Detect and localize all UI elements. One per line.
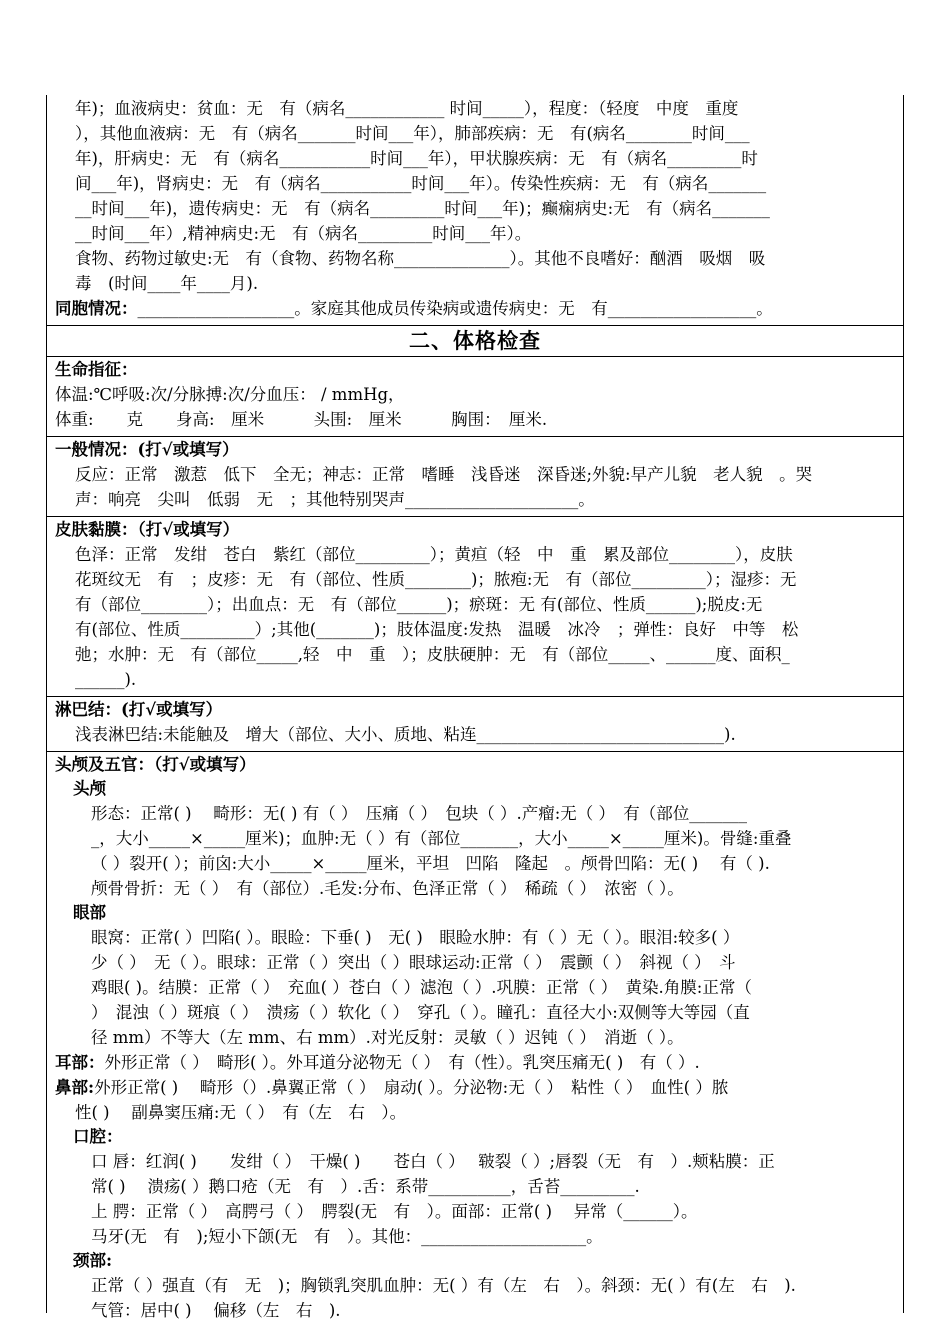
eye-line: 径 mm）不等大（左 mm、右 mm）.对光反射：灵敏（ ）迟钝（ ） 消逝（ ）。 xyxy=(91,1028,684,1047)
siblings-line xyxy=(55,296,895,321)
history-line: __时间___年)，遗传病史：无 有（病名_________时间___年)；癫痫病史:无 有（病名_______ xyxy=(75,199,770,218)
skin-line: 弛；水肿：无 有（部位_____,轻 中 重 ）；皮肤硬肿：无 有（部位_____、______度、面积_ xyxy=(75,645,790,664)
history-line: 食物、药物过敏史:无 有（食物、药物名称______________）。其他不良嗜好：酗酒 吸烟 吸 xyxy=(75,249,766,268)
history-line: __时间___年）,精神病史:无 有（病名_________时间___年）。 xyxy=(75,224,532,243)
mouth-line: 常( ) 溃疡( ）鹅口疮（无 有 ）.舌：系带__________，舌苔_________. xyxy=(91,1177,640,1196)
vitals-line: 体温:℃呼吸:次/分脉搏:次/分血压： / mmHg， xyxy=(55,385,405,404)
skin-section xyxy=(47,517,903,697)
skull-line: 颅骨骨折：无（ ） 有（部位）.毛发:分布、色泽正常（ ） 稀疏（ ） 浓密（ ）。 xyxy=(91,879,684,898)
mouth-line: 马牙(无 有 );短小下颌(无 有 ）。其他：____________________。 xyxy=(91,1227,603,1246)
general-line: 声：响亮 尖叫 低弱 无 ；其他特别哭声_____________________。 xyxy=(75,490,595,509)
general-line: 反应：正常 激惹 低下 全无；神志：正常 嗜睡 浅昏迷 深昏迷;外貌:早产儿貌 老人貌 。哭 xyxy=(75,465,813,484)
skull-label: 头颅 xyxy=(73,779,106,798)
skull-line: 形态：正常( ) 畸形：无( ) 有（ ） 压痛（ ） 包块（ ）.产瘤:无（ ） 有（部位_______ xyxy=(91,804,748,823)
skull-line: _，大小_____×_____厘米)；血肿:无（ ）有（部位_______，大小_____×_____厘米)。骨缝:重叠 xyxy=(91,829,792,848)
lymph-heading: 淋巴结：(打√或填写） xyxy=(55,700,223,719)
nose-line xyxy=(55,1075,895,1100)
history-line: 年)；血液病史：贫血：无 有（病名____________ 时间_____），程度：（轻度 中度 重度 xyxy=(75,99,739,118)
ear-line xyxy=(55,1050,895,1075)
history-line: ），其他血液病：无 有（病名_______时间___年），肺部疾病：无 有(病名________时间___ xyxy=(75,124,750,143)
eye-line: 鸡眼( )。结膜：正常（ ） 充血( ）苍白（ ）滤泡（ ）.巩膜：正常（ ） 黄染.角膜:正常（ xyxy=(91,978,752,997)
mouth-line: 上 腭：正常（ ） 高腭弓（ ） 腭裂(无 有 ）。面部：正常( ) 异常（______）。 xyxy=(91,1202,698,1221)
history-line: 年)，肝病史：无 有（病名___________时间___年），甲状腺疾病：无 有（病名_________时 xyxy=(75,149,758,168)
skin-heading: 皮肤黏膜：（打√或填写） xyxy=(55,520,240,539)
head-face-section xyxy=(47,752,903,1327)
siblings-label: 同胞情况： xyxy=(55,299,138,318)
nose-line: 性( ) 副鼻窦压痛:无（ ） 有（左 右 ）。 xyxy=(75,1103,407,1122)
skull-line: （ ）裂开( ）；前囟:大小_____×_____厘米，平坦 凹陷 隆起 。颅骨凹陷：无( ) 有（ ). xyxy=(91,854,770,873)
general-section xyxy=(47,437,903,517)
neck-label: 颈部: xyxy=(73,1251,113,1270)
lymph-section xyxy=(47,697,903,752)
lymph-line: 浅表淋巴结:未能触及 增大（部位、大小、质地、粘连______________________________). xyxy=(75,725,736,744)
head-face-heading: 头颅及五官：（打√或填写） xyxy=(55,755,256,774)
vitals-line: 体重: 克 身高: 厘米 头围: 厘米 胸围： 厘米. xyxy=(55,410,548,429)
ear-label: 耳部： xyxy=(55,1053,105,1072)
eye-label: 眼部 xyxy=(73,903,106,922)
nose-text: 外形正常( ) 畸形（）.鼻翼正常（ ） 扇动( ）。分泌物:无（ ） 粘性（ ） 血性( ）脓 xyxy=(94,1078,729,1097)
eye-line: 少（ ） 无（ ）。眼球：正常（ ）突出（ ）眼球运动:正常（ ） 震颤（ ） 斜视（ ） 斗 xyxy=(91,953,736,972)
neck-line: 气管：居中( ) 偏移（左 右 ). xyxy=(91,1301,341,1320)
mouth-label: 口腔： xyxy=(73,1127,123,1146)
skin-line: 色泽：正常 发绀 苍白 紫红（部位_________）；黄疸（轻 中 重 累及部位________），皮肤 xyxy=(75,545,793,564)
eye-line: 眼窝：正常( ）凹陷( ）。眼睑：下垂( ) 无( ) 眼睑水肿：有（ ）无（ ）。眼泪:较多( ） xyxy=(91,928,740,947)
vitals-section xyxy=(47,357,903,437)
eye-line: ） 混浊（ ）斑痕（ ） 溃疡（ ）软化（ ） 穿孔（ ）。瞳孔：直径大小:双侧等大等园（直 xyxy=(91,1003,750,1022)
section-title: 二、体格检查 xyxy=(409,328,541,353)
skin-line: 有(部位、性质_________）;其他(_______)；肢体温度:发热 温暖 冰冷 ；弹性：良好 中等 松 xyxy=(75,620,799,639)
neck-line: 正常（ ）强直（有 无 )；胸锁乳突肌血肿：无( ）有（左 右 ）。斜颈：无( ）有(左 右 ). xyxy=(91,1276,796,1295)
nose-label: 鼻部: xyxy=(55,1078,95,1097)
history-line: 毒 (时间____年____月). xyxy=(75,274,259,293)
history-line: 间___年)，肾病史：无 有（病名___________时间___年）。传染性疾病：无 有（病名_______ xyxy=(75,174,767,193)
siblings-text: ___________________。家庭其他成员传染病或遗传病史：无 有__________________。 xyxy=(137,299,773,318)
general-heading: 一般情况：(打√或填写） xyxy=(55,440,239,459)
medical-form-page xyxy=(46,95,904,1320)
exam-title-row xyxy=(47,326,903,357)
ear-text: 外形正常（ ） 畸形( ）。外耳道分泌物无（ ） 有（性）。乳突压痛无( ) 有（ ）. xyxy=(104,1053,700,1072)
mouth-line: 口 唇：红润( ) 发绀（ ） 干燥( ) 苍白（ ） 皲裂（ ）;唇裂（无 有 ）.颊粘膜：正 xyxy=(91,1152,775,1171)
medical-history-section xyxy=(47,95,903,326)
skin-line: 有（部位________）；出血点：无 有（部位______)；瘀斑：无 有(部位、性质______);脱皮:无 xyxy=(75,595,763,614)
vitals-heading: 生命指征： xyxy=(55,360,138,379)
skin-line: 花斑纹无 有 ；皮疹：无 有（部位、性质________)；脓疱:无 有（部位_________）；湿疹：无 xyxy=(75,570,797,589)
skin-line: ______). xyxy=(75,670,137,689)
